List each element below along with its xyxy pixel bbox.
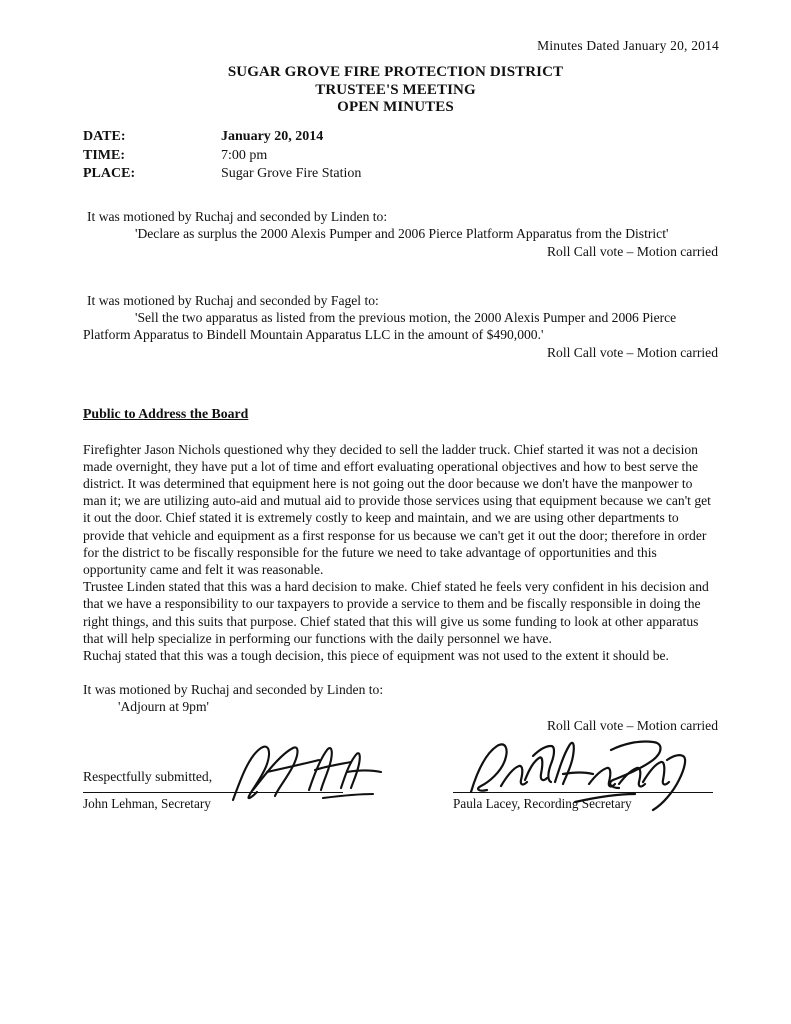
motion-3-lead: It was motioned by Ruchaj and seconded by Linden to:	[83, 682, 384, 698]
motion-2-text-line-1: 'Sell the two apparatus as listed from the previous motion, the 2000 Alexis Pumper and 2006 Pierce	[135, 309, 677, 325]
meeting-date-value: January 20, 2014	[221, 129, 324, 144]
paragraph-3: Ruchaj stated that this was a tough decision, this piece of equipment was not used to the extent it should be.	[83, 648, 669, 664]
title-line-2: TRUSTEE'S MEETING	[315, 81, 476, 98]
meeting-date-row	[83, 128, 683, 147]
signature-name-right: Paula Lacey, Recording Secretary	[453, 796, 632, 811]
meeting-place-row	[83, 165, 683, 184]
meeting-place-label: PLACE:	[83, 166, 136, 181]
header-note: Minutes Dated January 20, 2014	[537, 38, 719, 53]
spacer	[83, 275, 718, 292]
closing-line: Respectfully submitted,	[83, 768, 213, 784]
paragraph-2: Trustee Linden stated that this was a hard decision to make. Chief stated he feels very confident in his decision and that we have a responsibility to our taxpayers to provide a service to them and be fiscally responsible in doing the right things, and this suits that purpose. Chief stated that this will give us some funding to look at other apparatus that will help specialize in performing our functions with the daily personnel we have.	[83, 579, 709, 646]
motion-1-lead: It was motioned by Ruchaj and seconded by Linden to:	[87, 209, 388, 224]
spacer	[83, 375, 718, 405]
signature-block-right	[453, 770, 713, 812]
motion-3-rollcall: Roll Call vote – Motion carried	[546, 717, 718, 733]
meeting-time-label: TIME:	[83, 147, 125, 163]
meeting-time-value: 7:00 pm	[221, 147, 268, 163]
motion-1-text: 'Declare as surplus the 2000 Alexis Pumper and 2006 Pierce Platform Apparatus from the District'	[135, 226, 669, 242]
motion-2-text-line-2: Platform Apparatus to Bindell Mountain Apparatus LLC in the amount of $490,000.'	[83, 327, 544, 343]
meeting-time-row	[83, 147, 683, 166]
spacer	[83, 664, 718, 681]
paragraph-1: Firefighter Jason Nichols questioned why they decided to sell the ladder truck. Chief started it was not a decision made overnight, they have put a lot of time and effort evaluating operational objectives and how to best serve the district. It was determined that equipment here is not going out the door because we don't have the manpower to man it; we are utilizing auto-aid and mutual aid to provide those services using that equipment because we can't get it out the door. Chief stated it is extremely costly to keep and maintain, and we are using other departments to provide that vehicle and equipment as a first response for us because we can't get it out the door; therefore in order for the district to be fiscally responsible for the future we need to take advantage of opportunities and this opportunity came and felt it was reasonable.	[83, 441, 711, 578]
title-line-3: OPEN MINUTES	[337, 99, 454, 115]
document-body	[83, 208, 718, 785]
motion-3-text: 'Adjourn at 9pm'	[118, 699, 209, 715]
signature-line-right	[453, 770, 713, 793]
signature-block-left	[83, 770, 343, 812]
motion-2-rollcall: Roll Call vote – Motion carried	[546, 345, 718, 361]
section-heading-public-to-address-the-board: Public to Address the Board	[83, 406, 249, 422]
meeting-place-value: Sugar Grove Fire Station	[221, 166, 362, 181]
signature-name-left: John Lehman, Secretary	[83, 796, 211, 811]
motion-block-1	[83, 208, 718, 261]
motion-1-rollcall: Roll Call vote – Motion carried	[546, 244, 718, 260]
signature-line-left	[83, 770, 343, 793]
document-title	[0, 64, 791, 117]
motion-block-3	[83, 681, 718, 734]
signature-area	[83, 770, 718, 840]
meeting-date-label: DATE:	[83, 129, 126, 144]
motion-2-lead: It was motioned by Ruchaj and seconded by Fagel to:	[87, 292, 379, 308]
meeting-details	[83, 128, 683, 184]
motion-block-2	[83, 292, 718, 362]
title-line-1: SUGAR GROVE FIRE PROTECTION DISTRICT	[227, 64, 564, 80]
